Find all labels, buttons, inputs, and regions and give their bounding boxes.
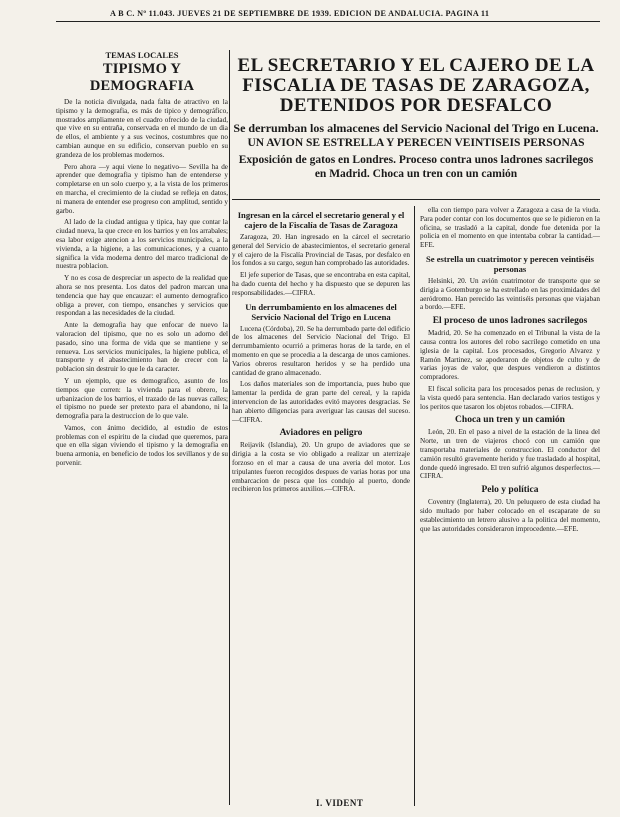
- headline-rule: [232, 199, 600, 200]
- paragraph: León, 20. En el paso a nivel de la estación de la linea del Norte, un tren de viajeros chocó con un camión que transportaba materiales de construccion. El conductor del camión resultó gravemente herido y fue trasladado al hospital, donde quedó ingresado. El tren sufrió algunos desperfectos.—CIFRA.: [420, 428, 600, 481]
- paragraph: Zaragoza, 20. Han ingresado en la cárcel el secretario general del Servicio de abastecimientos, el secretario general y el cajero de la Fiscalía Provincial de Tasas, por desfalco en los fondos a su cargo, segun han comprobado las autoridades.: [232, 233, 410, 268]
- article-title: Aviadores en peligro: [279, 428, 363, 439]
- column-divider: [229, 50, 230, 805]
- paragraph: Los daños materiales son de importancia, pues hubo que lamentar la perdida de gran parte del cereal, y la rapida intervencion de las autoridades evitó mayores desgracias. Se han abierto diligencias para averiguar las causas del suceso.—CIFRA.: [232, 380, 410, 424]
- article-title: Se estrella un cuatrimotor y perecen veintiséis personas: [425, 253, 595, 274]
- paragraph: Pero ahora —y aqui viene lo negativo— Sevilla ha de aprender que demografia y tipismo han de entenderse y completarse en un solo cuerpo y, a la vista de los primeros en marcha, el crecimiento de la ciudad se refleja en datos, ni manera de entender ese progreso con amplitud, sentido y garbo.: [56, 162, 228, 215]
- paragraph: Y un ejemplo, que es demografico, asunto de los tiempos que corren: la vivienda para el obrero, la urbanizacion de los barrios, el trazado de las nuevas calles; el tipismo no puede ser pretexto para el abandono, ni la demografia para la destruccion de lo que vale.: [56, 376, 228, 421]
- article-title: Ingresan en la cárcel el secretario general y el cajero de la Fiscalía de Tasas de Zaragoza: [237, 210, 405, 230]
- article-title: El proceso de unos ladrones sacrilegos: [432, 316, 588, 327]
- article-title: Un derrumbamiento en los almacenes del Servicio Nacional del Trigo en Lucena: [245, 301, 397, 322]
- paragraph: Y no es cosa de despreciar un aspecto de la realidad que ahora se nos presenta. Los datos del padron marcan una tendencia que hay que encauzar: el aumento demografico obliga a prever, con tiempo, ensanches y servicios que respondan a las necesidades de la ciudad.: [56, 274, 228, 318]
- left-column: [56, 50, 228, 810]
- paragraph: El jefe superior de Tasas, que se encontraba en esta capital, ha dado cuenta del hecho y ha dispuesto que se depuren las responsabilidades.—CIFRA.: [232, 271, 410, 297]
- paragraph: Madrid, 20. Se ha comenzado en el Tribunal la vista de la causa contra los autores del robo sacrilego cometido en una iglesia de la capital. Los procesados, Gregorio Alvarez y Ramón Martinez, se apoderaron de objetos de culto y de varias joyas de valor, que despues vendieron a distintos compradores.: [420, 329, 600, 382]
- paragraph: El fiscal solicita para los procesados penas de reclusion, y la vista quedó para sentencia. Han declarado varios testigos y los peritos que tasaron los objetos robados.—CIFRA.: [420, 384, 600, 411]
- paragraph: Coventry (Inglaterra), 20. Un peluquero de esta ciudad ha sido multado por haber colocado en el escaparate de su establecimiento un letrero alusivo a la politica del momento, que las autoridades consideraron improcedente.—EFE.: [420, 498, 600, 533]
- signature: I. VIDENT: [316, 798, 364, 808]
- paragraph: Ante la demografia hay que enfocar de nuevo la valoracion del tipismo, que no es solo un adorno del pasado, sino una forma de vida que se mantiene y se renueva. Los servicios municipales, la higiene publica, el transporte y el abastecimiento han de crecer con la poblacion sin destruir lo que le da caracter.: [56, 321, 228, 374]
- paragraph: De la noticia divulgada, nada falta de atractivo en la tipismo y la demografia, es más de tipico y demográfico, mostrados ampliamente en el cuadro ofrecido de la ciudad, que vive en su entraña, conservada en el mundo de un dia de ellos, el ambiente y a sus vecinos, costumbres que no cambian aunque en su edificio, conservan pueblo en su grandeza de los problemas modernos.: [56, 98, 228, 159]
- paragraph: Helsinki, 20. Un avión cuatrimotor de transporte que se dirigia a Gotemburgo se ha estrellado en las proximidades del aeródromo. Han perecido las veintiséis personas que viajaban a bordo.—EFE.: [420, 276, 600, 312]
- subheadline-2: UN AVION SE ESTRELLA Y PERECEN VEINTISEIS PERSONAS: [247, 137, 585, 149]
- subheadline-1: Se derrumban los almacenes del Servicio Nacional del Trigo en Lucena.: [233, 121, 599, 135]
- paragraph: Vamos, con ánimo decidido, al estudio de estos problemas con el espiritu de la ciudad que queremos, para que en ella sigan viviendo el tipismo y la demografia en buena armonia, en beneficio de todos los sevillanos y de su porvenir.: [56, 423, 228, 468]
- page-header: A B C. Nº 11.043. JUEVES 21 DE SEPTIEMBRE DE 1939. EDICION DE ANDALUCIA. PAGINA 11: [110, 9, 490, 18]
- column-title: TIPISMO Y DEMOGRAFIA: [89, 61, 195, 94]
- header-rule: [56, 21, 600, 22]
- paragraph: Reijavik (Islandia), 20. Un grupo de aviadores que se dirigia a la costa se vio obligado a realizar un aterrizaje forzoso en el mar a causa de una averia del motor. Los tripulantes fueron recogidos despues de varias horas por una embarcacion de pesca que los condujo al puerto, donde recibieron los primeros auxilios.—CIFRA.: [232, 441, 410, 494]
- article-title: Pelo y política: [481, 485, 539, 496]
- right-column: [420, 206, 600, 806]
- main-headline: EL SECRETARIO Y EL CAJERO DE LA FISCALIA DE TASAS DE ZARAGOZA, DETENIDOS POR DESFALCO: [237, 55, 595, 116]
- paragraph: ella con tiempo para volver a Zaragoza a casa de la viuda. Para poder contar con los documentos que se le pidieron en la oficina, se trasladó a la capital, donde fue detenida por la policia en el momento en que intentaba cobrar la cantidad.—EFE.: [420, 206, 600, 250]
- paragraph: Lucena (Córdoba), 20. Se ha derrumbado parte del edificio de los almacenes del Servicio Nacional del Trigo. El derrumbamiento ocurrió a primeras horas de la tarde, en el momento en que se procedia a la descarga de unos camiones. Varios obreros resultaron heridos y se ha perdido una cantidad de grano almacenado.: [232, 324, 410, 377]
- left-body: [56, 98, 228, 468]
- paragraph: Al lado de la ciudad antigua y tipica, hay que contar la ciudad nueva, la que crece en los barrios y en los arrabales; esa labor exige atencion a los servicios municipales, a la vivienda, a la higiene, a las comunicaciones, y a cuanto significa la vida moderna dentro del marco tradicional de nuestra poblacion.: [56, 218, 228, 271]
- column-divider: [414, 206, 415, 806]
- middle-column: [232, 206, 410, 806]
- section-kicker: TEMAS LOCALES: [105, 50, 179, 60]
- article-title: Choca un tren y un camión: [455, 415, 565, 426]
- subheadline-3: Exposición de gatos en Londres. Proceso contra unos ladrones sacrilegos en Madrid. Choca un tren con un camión: [238, 154, 594, 180]
